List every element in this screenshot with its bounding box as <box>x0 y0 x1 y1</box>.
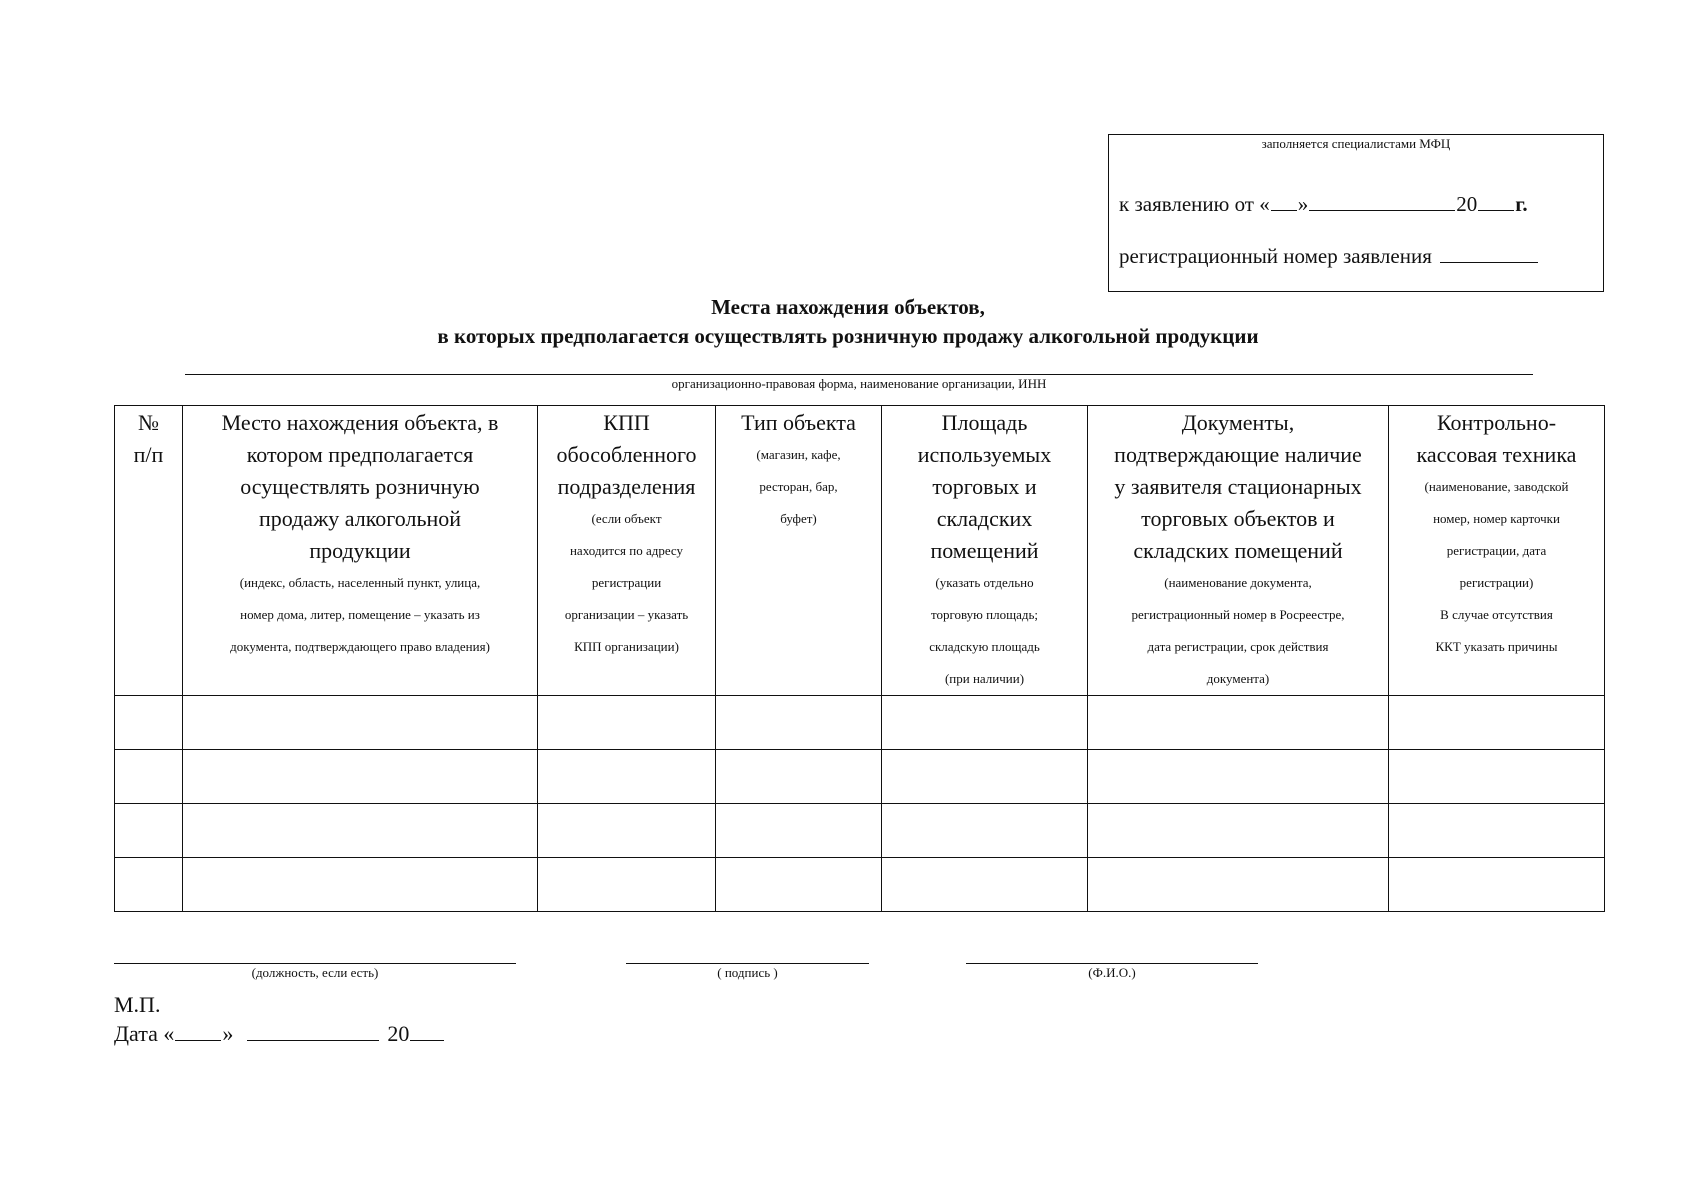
fio-caption: (Ф.И.О.) <box>1088 965 1136 980</box>
column-header-title-line: кассовая техника <box>1416 442 1577 467</box>
column-header-title-line: Тип объекта <box>741 410 856 435</box>
page-title-line-2: в которых предполагается осуществлять розничную продажу алкогольной продукции <box>437 324 1259 348</box>
date-year-prefix: 20 <box>387 1021 410 1046</box>
column-header-title-line: Площадь <box>941 410 1028 435</box>
column-header-note-line: регистрации) <box>1459 575 1534 590</box>
table-row <box>115 750 1605 804</box>
column-header-note-line: КПП организации) <box>574 639 679 654</box>
column-header-title-line: подтверждающие наличие <box>1114 442 1362 467</box>
column-header-title-line: КПП <box>603 410 650 435</box>
column-header-title-line: торговых и <box>932 474 1037 499</box>
column-header-note-line: (индекс, область, населенный пункт, улица, <box>239 575 481 590</box>
column-header-title-line: Контрольно- <box>1436 410 1557 435</box>
table-cell[interactable] <box>538 804 716 858</box>
column-header-note-line: (наименование, заводской <box>1424 479 1569 494</box>
column-header-title-line: обособленного <box>556 442 697 467</box>
table-cell[interactable] <box>1088 750 1389 804</box>
table-cell[interactable] <box>183 858 538 912</box>
registration-label: регистрационный номер заявления <box>1119 244 1432 268</box>
column-header-note-line: (если объект <box>591 511 662 526</box>
table-cell[interactable] <box>716 858 882 912</box>
column-header-title-line: используемых <box>917 442 1052 467</box>
table-row <box>115 858 1605 912</box>
column-header-note-line: (наименование документа, <box>1164 575 1312 590</box>
application-year-suffix: г. <box>1515 192 1528 216</box>
column-header-note-line: (указать отдельно <box>935 575 1034 590</box>
table-header-row <box>115 406 1605 696</box>
column-header-title-line: Документы, <box>1181 410 1295 435</box>
column-header-note-line: организации – указать <box>564 607 689 622</box>
registration-number-field[interactable] <box>1440 245 1538 263</box>
table-cell[interactable] <box>183 696 538 750</box>
organization-caption: организационно-правовая форма, наименование организации, ИНН <box>671 376 1047 391</box>
column-header-title-line: подразделения <box>557 474 696 499</box>
date-day-field[interactable] <box>175 1023 221 1041</box>
table-cell[interactable] <box>1088 696 1389 750</box>
application-day-field[interactable] <box>1271 193 1297 211</box>
column-header-title-line: продажу алкогольной <box>258 506 462 531</box>
column-header-title-line: котором предполагается <box>246 442 474 467</box>
application-date-line <box>1119 192 1528 216</box>
column-header-7 <box>1389 406 1605 696</box>
table-cell[interactable] <box>1088 804 1389 858</box>
column-header-note-line: номер, номер карточки <box>1433 511 1560 526</box>
table-cell[interactable] <box>1088 858 1389 912</box>
column-header-title-line: складских <box>936 506 1033 531</box>
column-header-5 <box>882 406 1088 696</box>
column-header-title-line: продукции <box>309 538 411 563</box>
table-cell[interactable] <box>538 750 716 804</box>
registration-line <box>1119 244 1539 268</box>
date-month-field[interactable] <box>247 1023 379 1041</box>
table-cell[interactable] <box>183 804 538 858</box>
fio-field[interactable] <box>966 963 1258 981</box>
column-header-title-line: торговых объектов и <box>1141 506 1335 531</box>
column-header-title-line: Место нахождения объекта, в <box>221 410 499 435</box>
table-body <box>115 696 1605 912</box>
column-header-title-line: складских помещений <box>1133 538 1343 563</box>
table-cell[interactable] <box>115 696 183 750</box>
signature-field[interactable] <box>626 963 869 981</box>
table-cell[interactable] <box>538 858 716 912</box>
table-cell[interactable] <box>1389 696 1605 750</box>
application-year-prefix: 20 <box>1456 192 1478 216</box>
column-header-4 <box>716 406 882 696</box>
table-cell[interactable] <box>538 696 716 750</box>
column-header-note-line: находится по адресу <box>569 543 684 558</box>
date-label: Дата « <box>114 1021 175 1046</box>
organization-field[interactable] <box>185 374 1533 375</box>
date-year-field[interactable] <box>410 1023 444 1041</box>
column-header-note-line: дата регистрации, срок действия <box>1147 639 1329 654</box>
column-header-1 <box>115 406 183 696</box>
page-title-line-1: Места нахождения объектов, <box>711 295 985 319</box>
column-header-note-line: документа, подтверждающего право владения) <box>230 639 490 654</box>
column-header-note-line: складскую площадь <box>929 639 1040 654</box>
table-cell[interactable] <box>716 696 882 750</box>
table-cell[interactable] <box>115 750 183 804</box>
mfc-box <box>1108 134 1604 292</box>
table-cell[interactable] <box>716 804 882 858</box>
column-header-title-line: № <box>138 410 159 435</box>
table-cell[interactable] <box>115 804 183 858</box>
column-header-6 <box>1088 406 1389 696</box>
column-header-note-line: ККТ указать причины <box>1435 639 1558 654</box>
application-month-field[interactable] <box>1309 193 1455 211</box>
column-header-note-line: номер дома, литер, помещение – указать из <box>240 607 480 622</box>
column-header-note-line: регистрационный номер в Росреестре, <box>1131 607 1345 622</box>
column-header-note-line: документа) <box>1206 671 1270 686</box>
position-signature-field[interactable] <box>114 963 516 981</box>
application-date-label: к заявлению от « <box>1119 192 1270 216</box>
column-header-note-line: В случае отсутствия <box>1440 607 1553 622</box>
table-cell[interactable] <box>1389 858 1605 912</box>
column-header-2 <box>183 406 538 696</box>
column-header-note-line: регистрации <box>591 575 662 590</box>
table-cell[interactable] <box>1389 804 1605 858</box>
column-header-title-line: осуществлять розничную <box>240 474 480 499</box>
date-close-quote: » <box>222 1021 234 1046</box>
column-header-note-line: регистрации, дата <box>1446 543 1547 558</box>
mfc-note: заполняется специалистами МФЦ <box>1261 136 1451 151</box>
table-cell[interactable] <box>183 750 538 804</box>
application-year-field[interactable] <box>1478 193 1514 211</box>
table-cell[interactable] <box>882 804 1088 858</box>
application-close-quote: » <box>1297 192 1309 216</box>
table-cell[interactable] <box>882 696 1088 750</box>
table-row <box>115 804 1605 858</box>
column-header-title-line: у заявителя стационарных <box>1114 474 1362 499</box>
column-header-note-line: (при наличии) <box>944 671 1025 686</box>
column-header-title-line: помещений <box>930 538 1039 563</box>
objects-table <box>114 405 1605 912</box>
column-header-title-line: п/п <box>133 442 164 467</box>
stamp-label: М.П. <box>114 992 161 1017</box>
column-header-3 <box>538 406 716 696</box>
table-row <box>115 696 1605 750</box>
date-line <box>114 1021 445 1047</box>
position-caption: (должность, если есть) <box>251 965 379 980</box>
table-cell[interactable] <box>1389 750 1605 804</box>
signature-caption: ( подпись ) <box>717 965 778 980</box>
table-cell[interactable] <box>716 750 882 804</box>
column-header-note-line: (магазин, кафе, <box>756 447 841 462</box>
table-cell[interactable] <box>115 858 183 912</box>
column-header-note-line: буфет) <box>780 511 817 526</box>
table-cell[interactable] <box>882 858 1088 912</box>
column-header-note-line: ресторан, бар, <box>759 479 838 494</box>
column-header-note-line: торговую площадь; <box>930 607 1039 622</box>
table-cell[interactable] <box>882 750 1088 804</box>
